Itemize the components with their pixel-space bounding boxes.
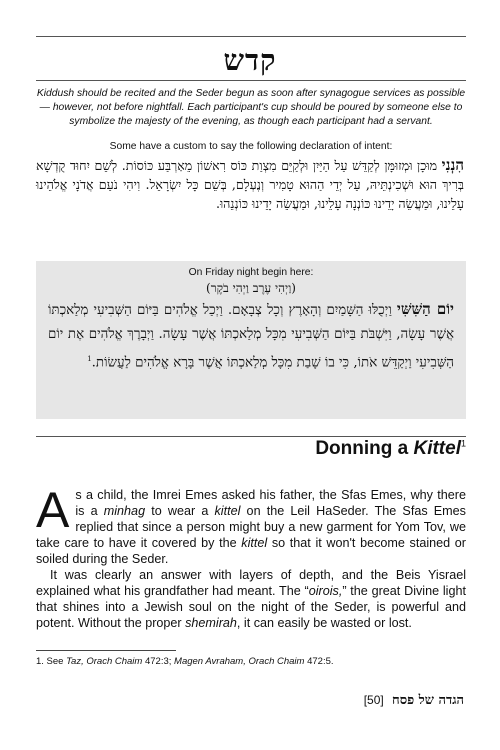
- top-rule: [36, 36, 466, 37]
- footnote-rule: [36, 650, 176, 651]
- p1-text-c: on the Leil HaSeder. The Sfas Emes replied that since a person might buy a new garment for Yom Tov, we take care to have it covered by the: [36, 504, 466, 550]
- declaration-text: מוּכָן וּמְזוּמָּן לְקַדֵּשׁ עַל הַיַּיִן וּלְקַיֵּם מִצְוַת כּוֹס רִאשׁוֹן מֵאַרְבַּע כּוֹסוֹת. לְשֵׁם יִחוּד קֻדְשָׁא בְּרִיךְ הוּא וּשְׁכִינְתֵּיהּ, עַל יְדֵי הַהוּא טָמִיר וְנֶעְלָם, בְּשֵׁם כָּל יִשְׂרָאֵל. וִיהִי נֹעַם אֲדֹנָי אֱלֹהֵינוּ עָלֵינוּ, וּמַעֲשֵׂה יָדֵינוּ כּוֹנְנָה עָלֵינוּ, וּמַעֲשֵׂה יָדֵינוּ כּוֹנְנֵהוּ.: [36, 158, 464, 211]
- page-number: [50]: [363, 693, 384, 707]
- p2-text-a: It was clearly an answer with layers of depth, and the Beis Yisrael explained what his grandfather had meant. The “: [36, 568, 466, 598]
- p2-text-b: ” the great Divine light that shines into a Jewish soul on the night of the Seder, is powerful and potent. Without the proper: [36, 584, 466, 630]
- friday-night-box: [36, 261, 466, 419]
- section-title-prefix: Donning a: [315, 438, 414, 459]
- section-title: [315, 438, 466, 460]
- title-rule: [36, 80, 466, 81]
- footnote-magen: Magen Avraham, Orach Chaim: [174, 656, 305, 667]
- footer-book-title: הגדה של פסח: [392, 693, 464, 708]
- section-title-kittel: Kittel: [413, 438, 461, 459]
- footnote-b: 472:3;: [142, 656, 175, 667]
- p1-kittel: kittel: [214, 504, 241, 518]
- page-footer: [364, 692, 464, 708]
- friday-note: On Friday night begin here:: [188, 267, 314, 278]
- p2-shemirah: shemirah: [185, 616, 237, 630]
- p1-kittel-2: kittel: [241, 536, 268, 550]
- friday-paren: (וַיְהִי עֶרֶב וַיְהִי בֹקֶר): [206, 281, 296, 295]
- vayechulu-body: וַיְכֻלּוּ הַשָּׁמַיִם וְהָאָרֶץ וְכָל צְבָאָם. וַיְכַל אֱלֹהִים בַּיּוֹם הַשְּׁבִיעִי מְלַאכְתּוֹ אֲשֶׁר עָשָׂה, וַיִּשְׁבֹּת בַּיּוֹם הַשְּׁבִיעִי מִכָּל מְלַאכְתּוֹ אֲשֶׁר עָשָׂה. וַיְבָרֶךְ אֱלֹהִים אֶת יוֹם הַשְּׁבִיעִי וַיְקַדֵּשׁ אֹתוֹ, כִּי בוֹ שָׁבַת מִכָּל מְלַאכְתּוֹ אֲשֶׁר בָּרָא אֱלֹהִים לַעֲשׂוֹת.: [48, 303, 454, 371]
- p1-text-b: to wear a: [145, 504, 215, 518]
- p1-minhag: minhag: [103, 504, 146, 518]
- section-rule: [36, 436, 466, 437]
- declaration-first-word: הִנְנִי: [441, 156, 464, 174]
- drop-cap: A: [36, 482, 70, 538]
- paragraph-2: [36, 567, 466, 631]
- footnote-taz: Taz, Orach Chaim: [66, 656, 143, 667]
- intro-instructions: Kiddush should be recited and the Seder begun as soon after synagogue services as possible — however, not before nightfall. Each participant's cup should be poured by someone else to symbolize the majesty of the evening, as though each participant had a servant.: [36, 88, 466, 127]
- declaration-of-intent: [36, 156, 464, 213]
- p1-text-d: so that it won't become stained or soiled during the Seder.: [36, 536, 467, 566]
- custom-note: Some have a custom to say the following declaration of intent:: [109, 141, 393, 152]
- footnote-a: 1. See: [36, 656, 67, 667]
- footnote-c: 472:5.: [304, 656, 334, 667]
- yom-hashishi: יוֹם הַשִּׁשִּׁי: [396, 300, 454, 318]
- paragraph-1: [36, 482, 467, 631]
- p1-text-a: s a child, the Imrei Emes asked his father, the Sfas Emes, why there is a: [75, 488, 466, 518]
- p2-text-c: , it can easily be wasted or lost.: [236, 616, 412, 630]
- vayechulu-text: [48, 297, 454, 375]
- footnote: [36, 656, 466, 667]
- footnote-mark: 1: [87, 355, 92, 363]
- page-title: קדש: [223, 43, 277, 77]
- section-title-sup: 1: [460, 438, 466, 449]
- p2-oirois: oirois,: [308, 584, 343, 598]
